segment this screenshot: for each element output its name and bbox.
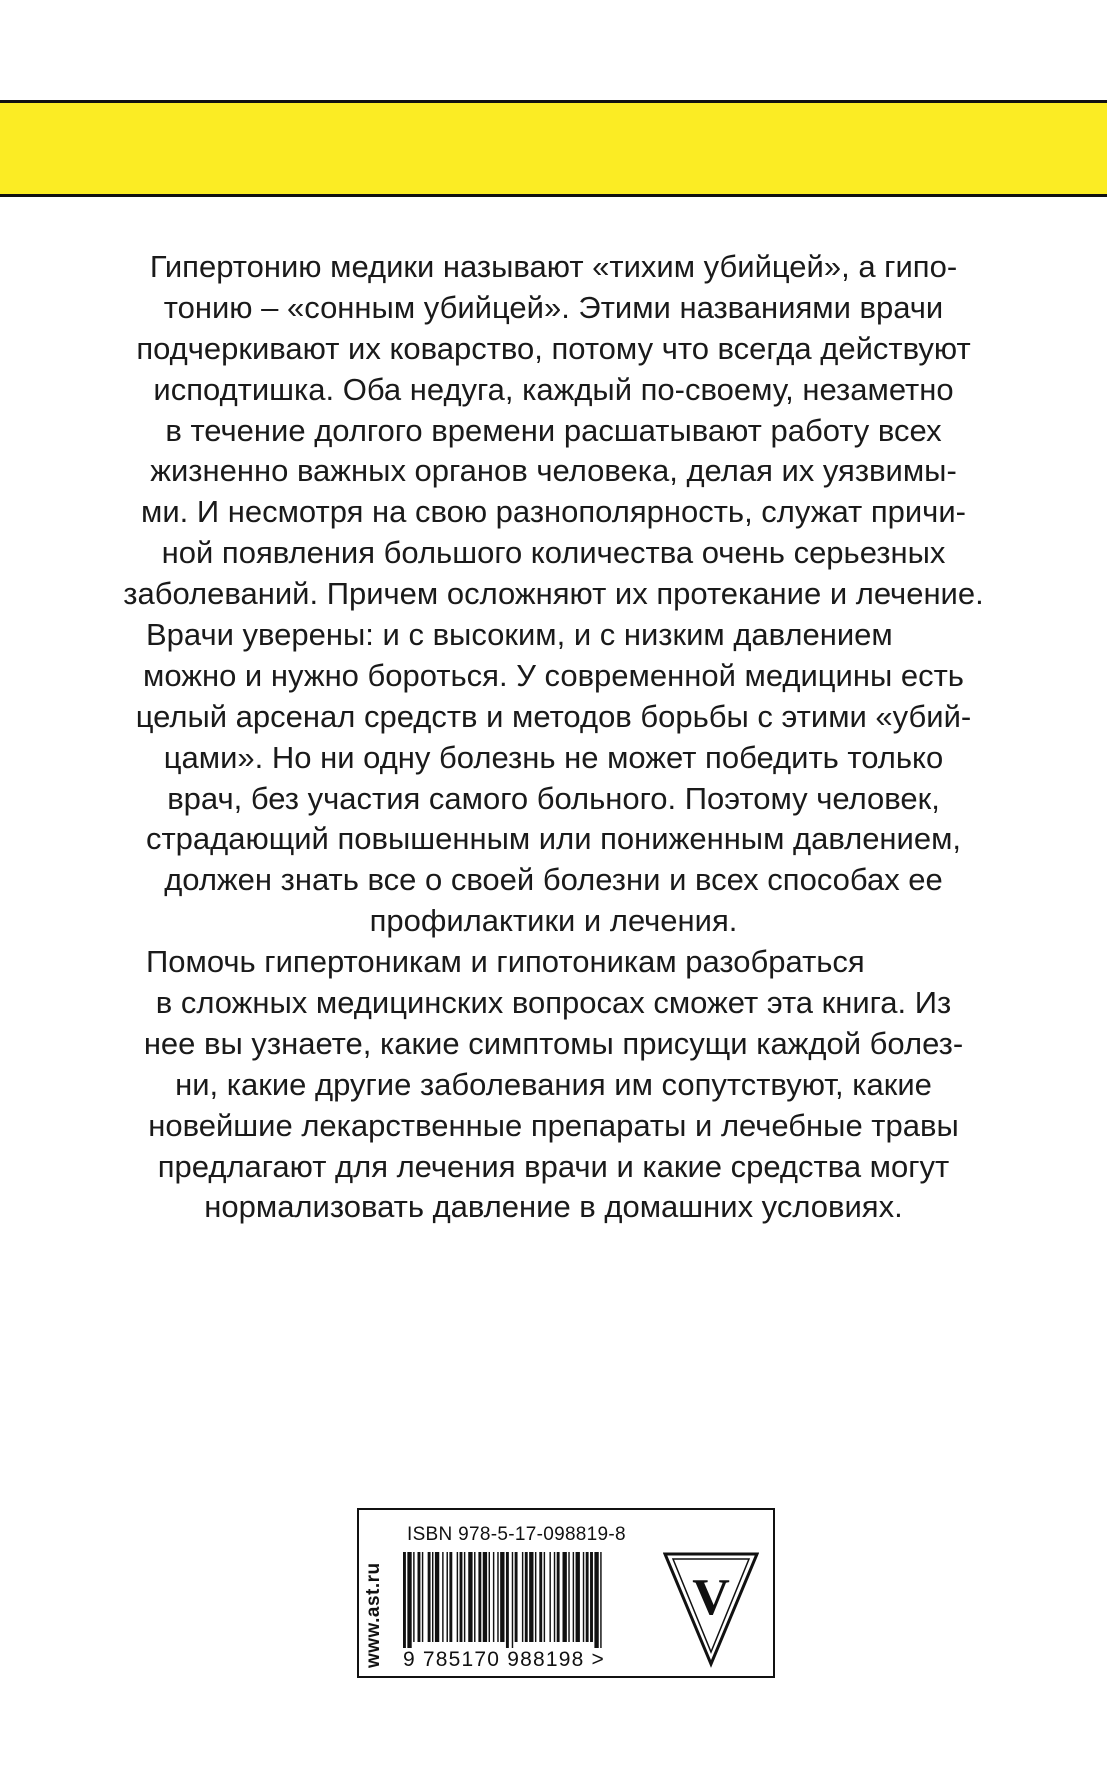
barcode-bar [418, 1552, 421, 1642]
barcode-bar [413, 1552, 414, 1642]
annotation-line-1: Гипертонию медики называют «тихим убийцей», а гипо- [149, 249, 958, 284]
barcode-bar [554, 1552, 555, 1642]
barcode-bar [447, 1552, 448, 1642]
barcode-bar [600, 1552, 601, 1648]
annotation-line-13: цами». Но ни одну болезнь не может победить только [163, 739, 944, 775]
barcode-bar [522, 1552, 523, 1642]
barcode-bar [449, 1552, 452, 1642]
barcode-digits: 9 785170 988198 > [403, 1648, 605, 1671]
annotation-line-5: в течение долгого времени расшатывают работу всех [165, 412, 942, 448]
barcode-bar [573, 1552, 574, 1642]
annotation-line-18: Помочь гипертоникам и гипотоникам разобраться [146, 944, 865, 980]
barcode-bar [422, 1552, 423, 1642]
annotation-line-3: подчеркивают их коварство, потому что всегда действуют [136, 330, 971, 366]
barcode-bar [457, 1552, 458, 1642]
annotation-line-9: заболеваний. Причем осложняют их протекание и лечение. [123, 576, 984, 612]
barcode-bar [460, 1552, 463, 1642]
barcode-bar [497, 1552, 498, 1642]
barcode-bar [590, 1552, 593, 1642]
annotation-line-20: нее вы узнаете, какие симптомы присущи каждой болез- [143, 1025, 964, 1061]
annotation-line-22: новейшие лекарственные препараты и лечебные травы [148, 1107, 959, 1143]
barcode-bar [557, 1552, 560, 1642]
annotation-line-4: исподтишка. Оба недуга, каждый по-своему, незаметно [153, 371, 954, 407]
annotation-line-23: предлагают для лечения врачи и какие средства могут [157, 1148, 950, 1184]
barcode-bar [568, 1552, 569, 1642]
annotation-line-6: жизненно важных органов человека, делая их уязвимы- [150, 453, 957, 489]
barcode-bar [544, 1552, 545, 1642]
yellow-header-band [0, 100, 1107, 197]
barcode-bar [474, 1552, 475, 1642]
barcode-bar [478, 1552, 481, 1642]
annotation-line-10: Врачи уверены: и с высоким, и с низким давлением [146, 617, 893, 653]
annotation-line-21: ни, какие другие заболевания им сопутствуют, какие [175, 1066, 932, 1102]
publisher-url: www.ast.ru [363, 1562, 384, 1668]
barcode-bar [493, 1552, 494, 1642]
barcode-bar [442, 1552, 443, 1642]
barcode-bar [549, 1552, 550, 1642]
barcode-bar [515, 1552, 518, 1642]
annotation-line-15: страдающий повышенным или пониженным давлением, [145, 821, 962, 857]
barcode-bar [403, 1552, 406, 1648]
triangle-v-logo-icon [663, 1552, 759, 1668]
barcode-bar [535, 1552, 536, 1642]
barcode-bar [563, 1552, 567, 1642]
barcode-bar [586, 1552, 589, 1642]
barcode-bar [512, 1552, 513, 1648]
annotation-line-19: в сложных медицинских вопросах сможет эта книга. Из [155, 985, 952, 1021]
barcode-bar [506, 1552, 509, 1648]
barcode-bar [529, 1552, 533, 1642]
annotation-line-11: можно и нужно бороться. У современной медицины есть [143, 657, 964, 693]
annotation-line-14: врач, без участия самого больного. Поэтому человек, [167, 780, 940, 816]
barcode-bar [539, 1552, 542, 1642]
annotation-line-17: профилактики и лечения. [369, 903, 738, 939]
barcode-bar [576, 1552, 580, 1642]
annotation-line-8: ной появления большого количества очень серьезных [161, 535, 946, 571]
annotation-line-12: целый арсенал средств и методов борьбы с этими «убий- [135, 698, 972, 734]
barcode-bar [464, 1552, 465, 1642]
barcode-bar [583, 1552, 584, 1642]
barcode-bar [525, 1552, 528, 1642]
barcode-bar [500, 1552, 504, 1642]
barcode-bars [403, 1552, 655, 1648]
barcode-bar [432, 1552, 433, 1642]
barcode-bar [483, 1552, 487, 1642]
annotation-line-7: ми. И несмотря на свою разнополярность, служат причи- [141, 494, 966, 530]
logo-letter: V [692, 1569, 730, 1626]
annotation-line-2: тонию – «сонным убийцей». Этими названиями врачи [163, 289, 944, 325]
isbn-barcode-block [357, 1508, 775, 1678]
annotation-line-24: нормализовать давление в домашних условиях. [204, 1189, 903, 1225]
barcode-bar [468, 1552, 472, 1642]
book-annotation [70, 247, 1037, 1228]
isbn-number: ISBN 978-5-17-098819-8 [407, 1524, 626, 1545]
annotation-line-16: должен знать все о своей болезни и всех способах ее [164, 862, 943, 898]
barcode-bar [489, 1552, 490, 1642]
barcode-bar [435, 1552, 439, 1642]
barcode-bar [428, 1552, 431, 1642]
barcode-bar [594, 1552, 598, 1648]
barcode-bar [407, 1552, 411, 1648]
